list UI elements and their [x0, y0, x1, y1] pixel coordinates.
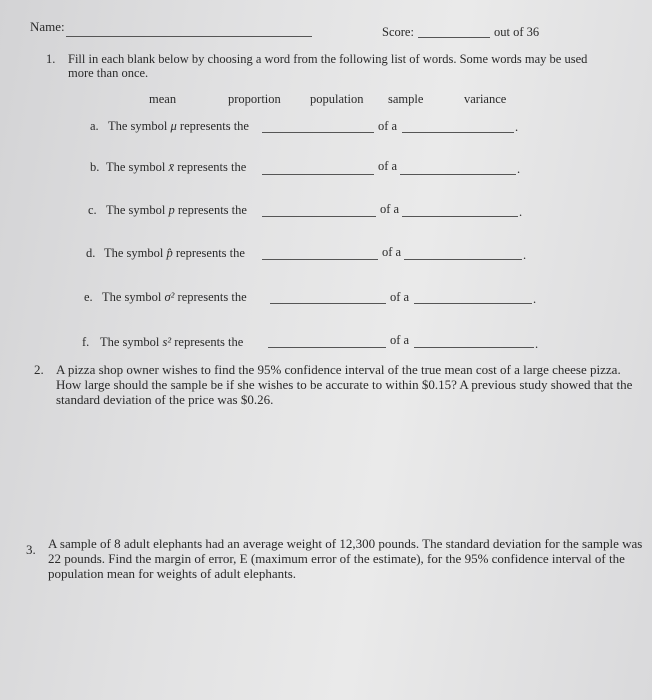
item-of-a: of a	[382, 245, 402, 259]
q1-instruction-line2: more than once.	[68, 66, 149, 80]
blank-statistic-f[interactable]	[268, 347, 386, 348]
item-of-a: of a	[390, 290, 410, 304]
item-prompt: The symbol p represents the	[106, 203, 247, 217]
item-period: .	[533, 292, 537, 306]
item-letter: a.	[90, 119, 99, 133]
item-prompt: The symbol σ² represents the	[102, 290, 247, 304]
blank-group-d[interactable]	[404, 259, 522, 260]
blank-statistic-d[interactable]	[262, 259, 378, 260]
item-letter: f.	[82, 335, 90, 349]
score-label: Score:	[382, 25, 414, 39]
item-letter: d.	[86, 246, 96, 260]
score-blank[interactable]	[418, 37, 490, 38]
word-bank-variance: variance	[464, 92, 507, 106]
item-of-a: of a	[378, 159, 398, 173]
item-of-a: of a	[390, 333, 410, 347]
q1-instruction-line1: Fill in each blank below by choosing a word from the following list of words. Some words may be used	[68, 52, 588, 66]
item-of-a: of a	[378, 119, 398, 133]
item-of-a: of a	[380, 202, 400, 216]
blank-group-b[interactable]	[400, 174, 516, 175]
word-bank-mean: mean	[149, 92, 177, 106]
item-letter: e.	[84, 290, 93, 304]
item-prompt: The symbol s² represents the	[100, 335, 244, 349]
q2-number: 2.	[34, 362, 44, 377]
item-period: .	[519, 205, 523, 219]
item-period: .	[523, 248, 527, 262]
q1-number: 1.	[46, 52, 56, 66]
blank-statistic-b[interactable]	[262, 174, 374, 175]
blank-statistic-c[interactable]	[262, 216, 376, 217]
q2-text: A pizza shop owner wishes to find the 95% confidence interval of the true mean cost of a large cheese pizza. How large should the sample be if she wishes to be accurate to within $0.15? A previous study showed that the standard deviation of the price was $0.26.	[56, 362, 633, 407]
name-blank[interactable]	[66, 36, 312, 37]
word-bank-proportion: proportion	[228, 92, 281, 106]
item-period: .	[535, 337, 539, 351]
item-letter: c.	[88, 203, 97, 217]
item-period: .	[515, 120, 519, 134]
blank-statistic-e[interactable]	[270, 303, 386, 304]
item-prompt: The symbol x̄ represents the	[106, 160, 247, 174]
blank-group-f[interactable]	[414, 347, 534, 348]
blank-group-e[interactable]	[414, 303, 532, 304]
word-bank-population: population	[310, 92, 364, 106]
word-bank-sample: sample	[388, 92, 424, 106]
blank-group-a[interactable]	[402, 132, 514, 133]
blank-statistic-a[interactable]	[262, 132, 374, 133]
item-period: .	[517, 162, 521, 176]
q3-number: 3.	[26, 542, 36, 557]
blank-group-c[interactable]	[402, 216, 518, 217]
item-prompt: The symbol μ represents the	[108, 119, 249, 133]
item-prompt: The symbol p̂ represents the	[104, 246, 245, 260]
name-label: Name:	[30, 19, 65, 34]
out-of-label: out of 36	[494, 25, 540, 39]
q3-text: A sample of 8 adult elephants had an average weight of 12,300 pounds. The standard deviation for the sample was 22 pounds. Find the margin of error, E (maximum error of the estimate), for the 95% confidence interval of the population mean for weights of adult elephants.	[48, 536, 643, 581]
item-letter: b.	[90, 160, 100, 174]
